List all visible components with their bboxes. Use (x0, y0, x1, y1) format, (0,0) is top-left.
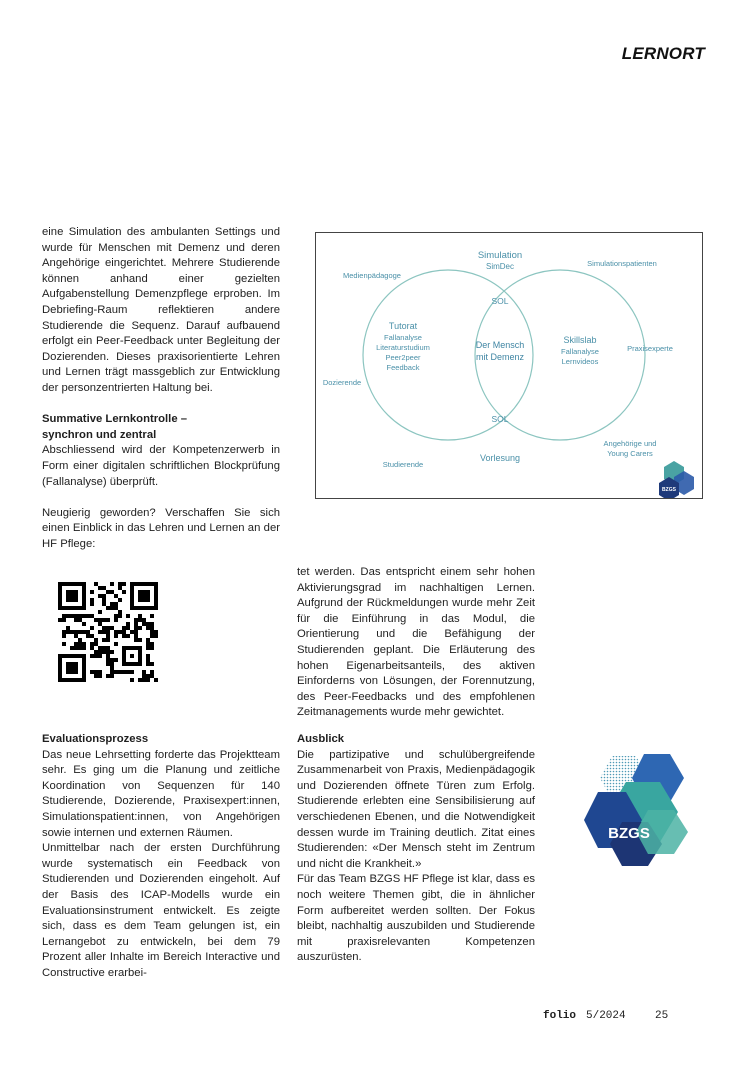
label-simdec: SimDec (485, 262, 515, 271)
intro-paragraph: eine Simulation des ambulanten Settings und wurde für Menschen mit Demenz und deren Angehörige eingerichtet. Mehrere Studierende können anhand einer gezielten Aufgabenstellung Demenzpflege erproben. Im Debriefing-Raum reflektieren andere Studierende die Sequenz. Darauf aufbauend erfolgt ein Peer-Feedback unter Begleitung der Dozierenden. Dieses praxisorientierte Lehren und Lernen trägt massgeblich zur Entwicklung der personzentrierten Haltung bei. (42, 226, 280, 394)
page-number: 25 (655, 1010, 669, 1022)
venn-diagram (315, 232, 703, 499)
label-tutorat-3: Peer2peer (385, 353, 421, 362)
bzgs-logo-small (659, 461, 694, 498)
label-skillslab: Skillslab (563, 335, 597, 345)
magazine-name: folio (543, 1010, 577, 1022)
label-praxisexperte: Praxisexperte (627, 344, 673, 353)
column-4 (297, 732, 535, 966)
label-studierende: Studierende (382, 460, 424, 469)
label-medienpaedagoge: Medienpädagoge (343, 271, 401, 280)
label-simulation: Simulation (477, 250, 523, 261)
body-paragraph: Abschliessend wird der Kompetenzerwerb in Form einer digitalen schriftlichen Blockprüfung (Fallanalyse) überprüft. (42, 444, 280, 488)
heading-line: synchron und zentral (42, 428, 157, 441)
label-simulationspatienten: Simulationspatienten (587, 259, 657, 268)
evaluation-paragraph-1: Das neue Lehrsetting forderte das Projektteam sehr. Es ging um die Planung und zeitliche Koordination von Sequenzen für 140 Studierende, Dozierende, Praxisexpert:innen, Simulationspatient:innen, von Angehörigen sowie internen und externen Räumen. (42, 748, 280, 839)
label-center-1: Der Mensch (475, 340, 525, 350)
cta-paragraph: Neugierig geworden? Verschaffen Sie sich einen Einblick in das Lehren und Lernen an der HF Pflege: (42, 506, 280, 550)
label-angehoerige: Angehörige und (603, 439, 657, 448)
outlook-heading: Ausblick (297, 733, 345, 745)
label-tutorat: Tutorat (388, 321, 418, 331)
label-skillslab-2: Lernvideos (561, 357, 599, 366)
section-heading (42, 412, 280, 443)
label-tutorat-4: Feedback (386, 363, 420, 372)
qr-code[interactable] (58, 582, 158, 682)
logo-text: BZGS (608, 825, 650, 842)
outlook-paragraph-1: Die partizipative und schulübergreifende Zusammenarbeit von Praxis, Medienpädagogik und Dozierenden öffnete Türen zum Erfolg. Studierende erlebten eine Sensibilisierung auf verschiedenen Ebenen, und die Notwendigkeit dessen wurde im Training deutlich. Zitat eines Studierenden: «Der Mensch steht im Zentrum und nicht die Krankheit.» (297, 748, 535, 870)
bzgs-logo (582, 752, 694, 870)
column-3 (297, 565, 535, 721)
label-sol-top: SOL (491, 296, 509, 306)
label-center-2: mit Demenz (475, 352, 525, 362)
label-tutorat-2: Literaturstudium (376, 343, 430, 352)
column-1 (42, 225, 280, 552)
label-dozierende: Dozierende (322, 378, 362, 387)
label-tutorat-1: Fallanalyse (384, 333, 422, 342)
svg-text:BZGS: BZGS (662, 487, 676, 493)
column-2 (42, 732, 280, 982)
label-vorlesung: Vorlesung (479, 453, 521, 463)
label-skillslab-1: Fallanalyse (561, 347, 599, 356)
outlook-paragraph-2: Für das Team BZGS HF Pflege ist klar, dass es noch weitere Themen gibt, die in ähnlicher Form aufbereitet werden sollten. Der Fokus bleibt, nachhaltig auszubilden und Studierende mit praxisrelevanten Kompetenzen auszurüsten. (297, 873, 535, 964)
section-tag: LERNORT (621, 44, 705, 63)
label-young-carers: Young Carers (607, 449, 653, 458)
evaluation-heading: Evaluationsprozess (42, 733, 149, 745)
evaluation-paragraph-2: Unmittelbar nach der ersten Durchführung wurde systematisch ein Feedback von Studierenden und Dozierenden eingeholt. Auf der Basis des ICAP-Modells wurde ein Evaluationsinstrument entwickelt. Es zeigte sich, dass es dem Team gelungen ist, ein Lernangebot zu entwickeln, bei dem 79 Prozent aller Inhalte im Bereich Interactive und Constructive erarbei- (42, 842, 280, 979)
continuation-paragraph: tet werden. Das entspricht einem sehr hohen Aktivierungsgrad im nachhaltigen Lernen. Aufgrund der Rückmeldungen wurde mehr Zeit für die Einführung in das Modul, die Orientierung und die Befähigung der Studierenden geplant. Die Erläuterung des hohen Eigenarbeitsanteils, des aktiven Einforderns von Lösungen, der Forennutzung, des Peer-Feedbacks und des empfohlenen Zeitmanagements wurde mehr gewichtet. (297, 566, 535, 719)
heading-line: Summative Lernkontrolle – (42, 413, 188, 426)
label-sol-bottom: SOL (491, 414, 509, 424)
issue-number: 5/2024 (586, 1010, 626, 1022)
